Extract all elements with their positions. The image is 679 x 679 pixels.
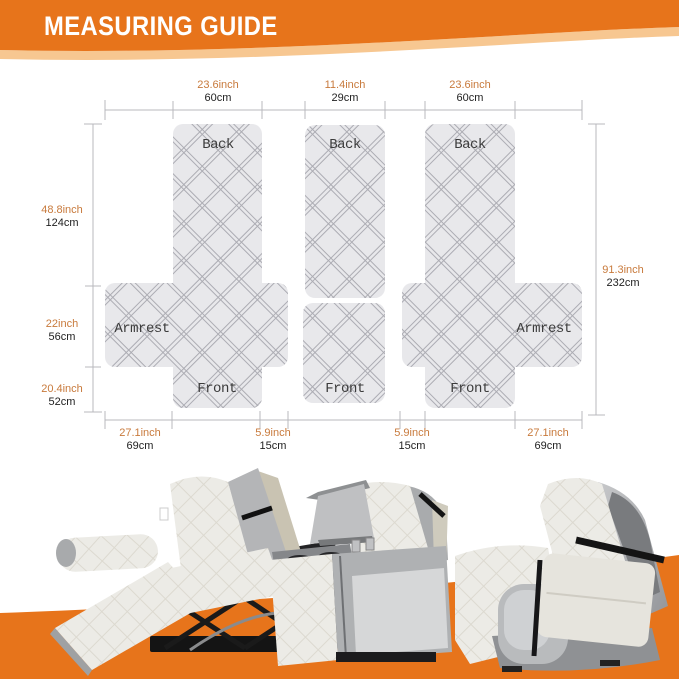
dim-cm: 15cm xyxy=(398,440,426,452)
dim-top-right xyxy=(428,79,512,105)
dim-cm: 69cm xyxy=(534,440,562,452)
dim-bottom-left-gap xyxy=(231,427,315,453)
left-back-label: Back xyxy=(202,137,234,153)
dim-cm: 60cm xyxy=(456,92,484,104)
product-photos xyxy=(0,464,679,679)
dim-cm: 29cm xyxy=(331,92,359,104)
dim-bottom-left-armrest xyxy=(98,427,182,453)
dim-inch: 23.6inch xyxy=(449,79,491,91)
left-cover-piece xyxy=(105,124,288,408)
dim-cm: 232cm xyxy=(606,277,640,289)
dim-bottom-right-gap xyxy=(370,427,454,453)
left-armrest-label: Armrest xyxy=(114,321,170,337)
dim-left-back-height xyxy=(20,204,104,230)
right-front-label: Front xyxy=(450,381,490,397)
right-armrest-label: Armrest xyxy=(516,321,572,337)
right-back-label: Back xyxy=(454,137,486,153)
page-title: MEASURING GUIDE xyxy=(44,11,278,41)
dim-inch: 5.9inch xyxy=(394,427,430,439)
dim-cm: 15cm xyxy=(259,440,287,452)
dim-inch: 27.1inch xyxy=(119,427,161,439)
left-dimension-line xyxy=(84,124,102,412)
dim-inch: 48.8inch xyxy=(41,204,83,216)
dim-inch: 27.1inch xyxy=(527,427,569,439)
dim-right-total-length xyxy=(581,264,665,290)
dim-cm: 60cm xyxy=(204,92,232,104)
dim-left-front-height xyxy=(20,383,104,409)
dim-top-left xyxy=(176,79,260,105)
dim-inch: 11.4inch xyxy=(324,79,366,91)
dim-inch: 20.4inch xyxy=(41,383,83,395)
recliner-upright-photo xyxy=(455,478,668,672)
dim-inch: 5.9inch xyxy=(255,427,291,439)
middle-front-label: Front xyxy=(325,381,365,397)
dim-cm: 56cm xyxy=(48,331,76,343)
dim-cm: 52cm xyxy=(48,396,76,408)
dim-bottom-right-armrest xyxy=(506,427,590,453)
cover-panels xyxy=(105,124,582,408)
dim-cm: 124cm xyxy=(45,217,79,229)
left-front-label: Front xyxy=(197,381,237,397)
console-seat-photo xyxy=(270,480,452,666)
dim-inch: 23.6inch xyxy=(197,79,239,91)
dim-inch: 91.3inch xyxy=(602,264,644,276)
middle-back-label: Back xyxy=(329,137,361,153)
dim-left-armrest-height xyxy=(20,318,104,344)
right-cover-piece xyxy=(402,124,582,408)
dim-top-middle xyxy=(303,79,387,105)
dim-inch: 22inch xyxy=(45,318,79,330)
dim-cm: 69cm xyxy=(126,440,154,452)
middle-cover-piece xyxy=(303,125,385,403)
